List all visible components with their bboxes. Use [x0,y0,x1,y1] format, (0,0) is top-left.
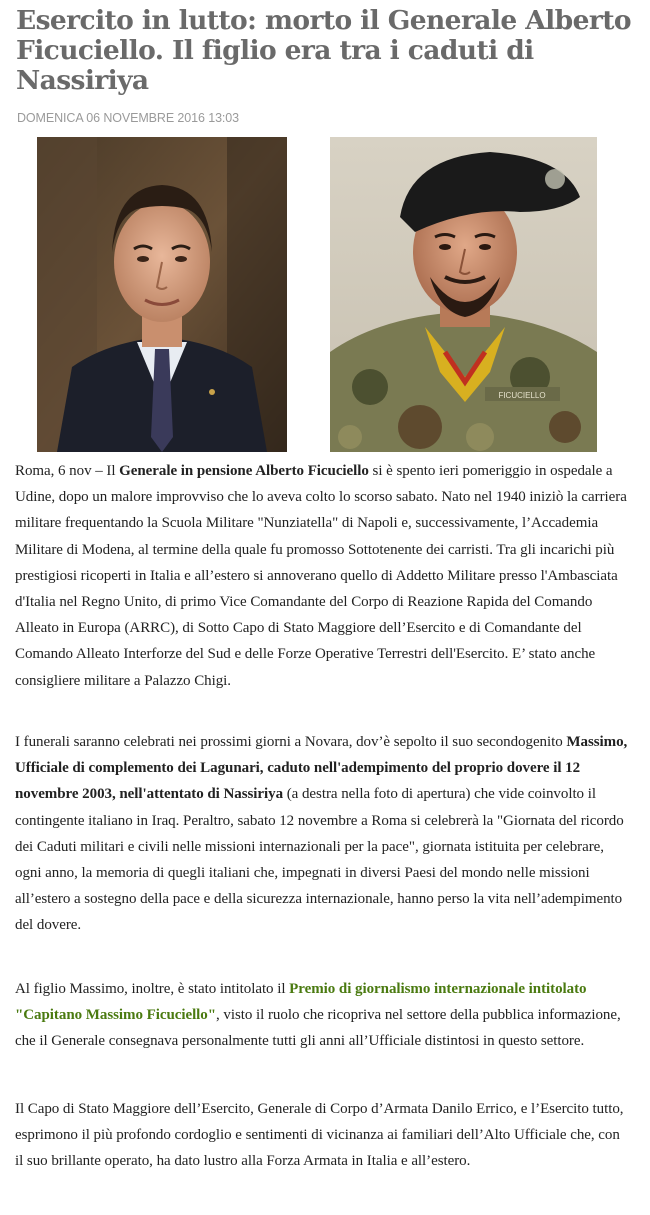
paragraph-1 [15,458,631,694]
article-title: Esercito in lutto: morto il Generale Alberto Ficuciello. Il figlio era tra i caduti di Nassiriya [16,5,631,96]
p3-text-a: Al figlio Massimo, inoltre, è stato intitolato il [15,981,290,997]
p4-text-a: Il Capo di Stato Maggiore dell’Esercito, Generale di Corpo d’Armata Danilo Errico, e l’Esercito tutto, esprimono il più profondo cordoglio e sentimenti di vicinanza ai familiari dell’Alto Ufficiale che, con il suo brillante operato, ha dato lustro alla Forza Armata in Italia e all’estero. [15,1101,624,1170]
paragraph-4 [15,1096,631,1175]
paragraph-2 [15,729,631,939]
p2-text-c: (a destra nella foto di apertura) che vide coinvolto il contingente italiano in Iraq. Peraltro, sabato 12 novembre a Roma si celebrerà la "Giornata del ricordo dei Caduti militari e civili nelle missioni internazionali per la pace", giornata istituita per celebrare, ogni anno, la memoria di quegli italiani che, impegnati in diversi Paesi del mondo nelle missioni all’estero a sostegno della pace e della sicurezza internazionale, hanno perso la vita nell’adempimento del dovere. [15,786,624,934]
p1-text-c: si è spento ieri pomeriggio in ospedale a Udine, dopo un malore improvviso che lo aveva colto lo scorso sabato. Nato nel 1940 iniziò la carriera militare frequentando la Scuola Militare "Nunziatella" di Napoli e, successivamente, l’Accademia Militare di Modena, al termine della quale fu promosso Sottotenente dei carristi. Tra gli incarichi più prestigiosi ricoperti in Italia e all’estero si annoverano quello di Addetto Militare presso l'Ambasciata d'Italia nel Regno Unito, di primo Vice Comandante del Corpo di Reazione Rapida del Comando Alleato in Europa (ARRC), di Sotto Capo di Stato Maggiore dell’Esercito e di Comandante del Comando Alleato Interforze del Sud e delle Forze Operative Terrestri dell'Esercito. E’ stato anche consigliere militare a Palazzo Chigi. [15,463,627,689]
p2-bold: Massimo, Ufficiale di complemento dei Lagunari, caduto nell'adempimento del proprio dovere il 12 novembre 2003, nell'attentato di Nassiriya [15,734,628,803]
p2-text-a: I funerali saranno celebrati nei prossimi giorni a Novara, dov’è sepolto il suo secondogenito [15,734,567,750]
p3-text-c: , visto il ruolo che ricopriva nel settore della pubblica informazione, che il Generale consegnava personalmente tutti gli anni all’Ufficiale distintosi in questo settore. [15,1007,621,1050]
photo-massimo-ficuciello [330,137,597,452]
paragraph-3 [15,976,631,1055]
p1-text-a: Roma, 6 nov – Il [15,463,120,479]
p1-bold: Generale in pensione Alberto Ficuciello [119,463,369,479]
photo-general-alberto [37,137,287,452]
uniform-name-tag: FICUCIELLO [498,391,546,400]
premio-highlight: Premio di giornalismo internazionale intitolato "Capitano Massimo Ficuciello" [15,981,587,1024]
article-date: DOMENICA 06 NOVEMBRE 2016 13:03 [17,111,239,125]
